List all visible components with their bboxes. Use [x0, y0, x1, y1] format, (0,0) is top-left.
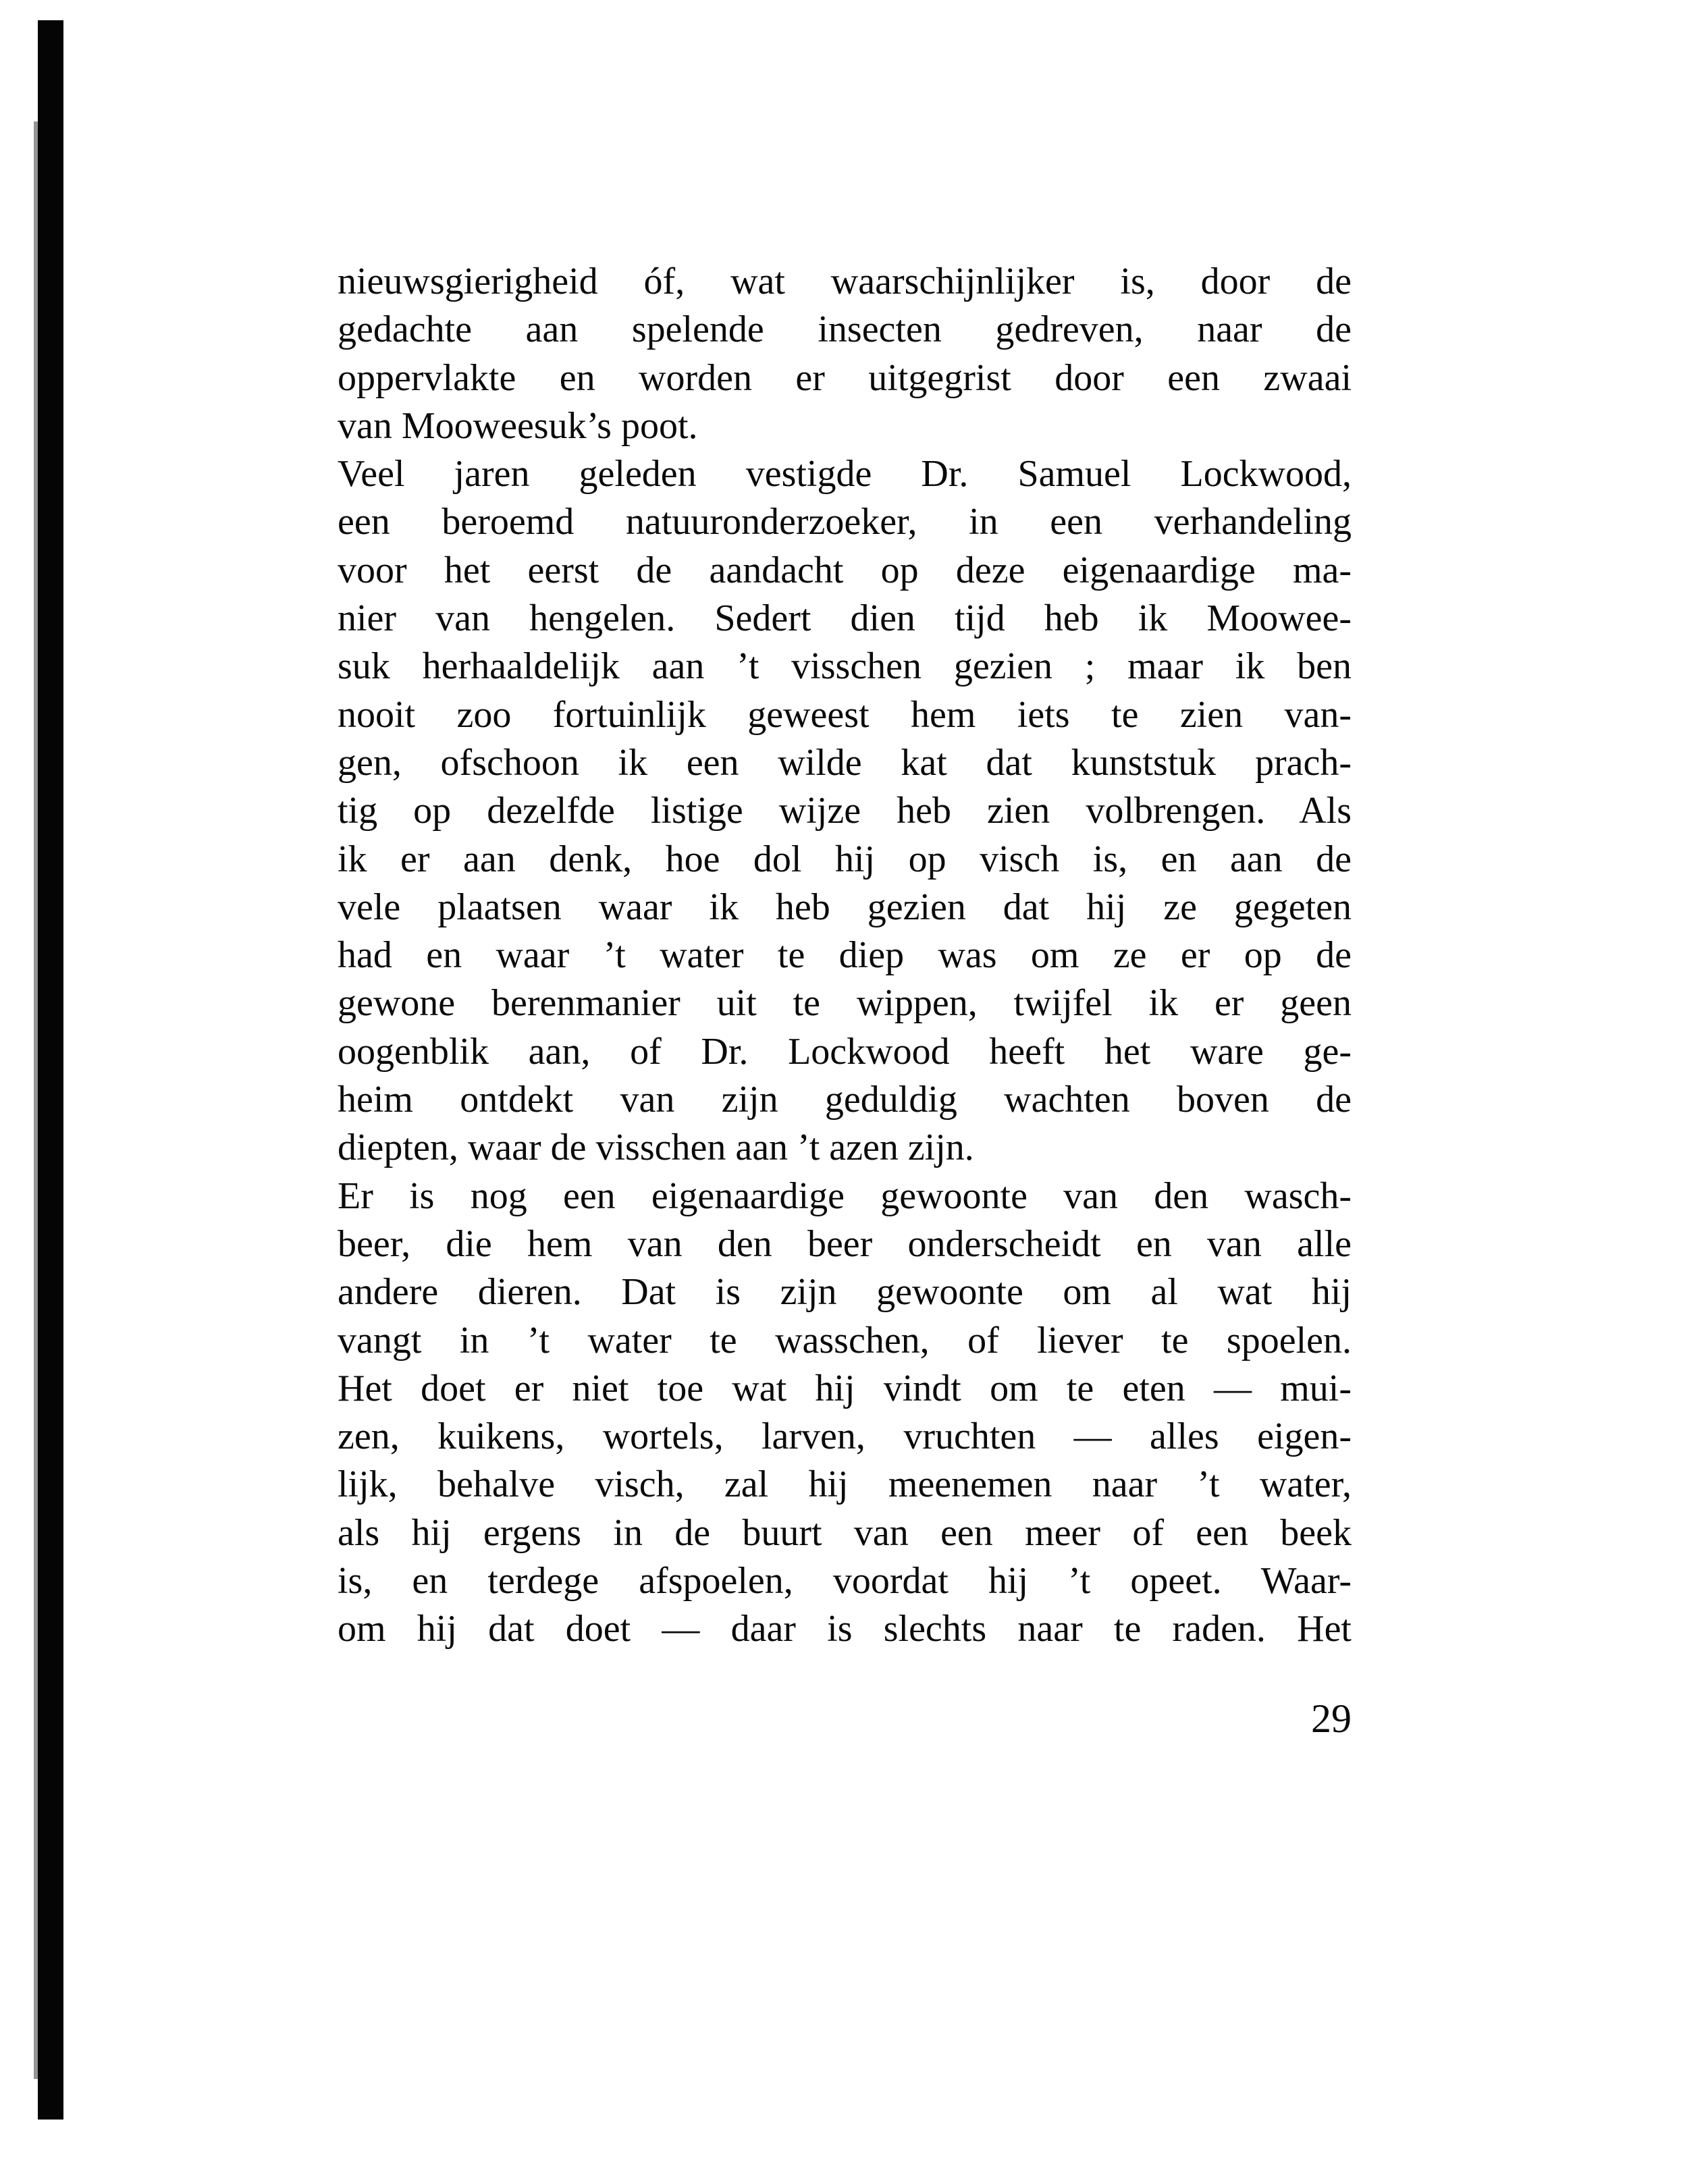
text-line: om hij dat doet — daar is slechts naar te raden. Het	[338, 1608, 1352, 1650]
text-line: gedachte aan spelende insecten gedreven, naar de	[338, 308, 1352, 351]
text-line: lijk, behalve visch, zal hij meenemen naar ’t water,	[338, 1463, 1352, 1506]
text-line: vangt in ’t water te wasschen, of liever te spoelen.	[338, 1319, 1352, 1361]
page-number: 29	[1311, 1696, 1352, 1741]
text-line: een beroemd natuuronderzoeker, in een verhandeling	[338, 501, 1352, 543]
text-line: oogenblik aan, of Dr. Lockwood heeft het ware ge-	[338, 1030, 1352, 1073]
text-line: tig op dezelfde listige wijze heb zien volbrengen. Als	[338, 790, 1352, 832]
text-line: nier van hengelen. Sedert dien tijd heb ik Moowee-	[338, 597, 1352, 640]
text-line: als hij ergens in de buurt van een meer of een beek	[338, 1511, 1352, 1554]
text-line: ik er aan denk, hoe dol hij op visch is, en aan de	[338, 838, 1352, 880]
text-line: nieuwsgierigheid óf, wat waarschijnlijker is, door de	[338, 261, 1352, 302]
text-line: Veel jaren geleden vestigde Dr. Samuel Lockwood,	[338, 453, 1352, 495]
body-text	[338, 258, 1352, 1654]
text-line: van Mooweesuk’s poot.	[338, 404, 698, 447]
text-line: heim ontdekt van zijn geduldig wachten boven de	[338, 1079, 1352, 1121]
text-line: suk herhaaldelijk aan ’t visschen gezien ; maar ik ben	[338, 645, 1352, 688]
text-line: Het doet er niet toe wat hij vindt om te eten — mui-	[338, 1367, 1352, 1409]
text-line: oppervlakte en worden er uitgegrist door een zwaai	[338, 356, 1352, 399]
text-line: beer, die hem van den beer onderscheidt en van alle	[338, 1222, 1352, 1265]
text-line: gen, ofschoon ik een wilde kat dat kunststuk prach-	[338, 741, 1352, 784]
text-line: andere dieren. Dat is zijn gewoonte om al wat hij	[338, 1271, 1352, 1314]
text-line: diepten, waar de visschen aan ’t azen zijn.	[338, 1127, 974, 1169]
text-line: nooit zoo fortuinlijk geweest hem iets te zien van-	[338, 693, 1352, 736]
text-line: voor het eerst de aandacht op deze eigenaardige ma-	[338, 549, 1352, 591]
text-line: vele plaatsen waar ik heb gezien dat hij ze gegeten	[338, 886, 1352, 928]
text-line: zen, kuikens, wortels, larven, vruchten — alles eigen-	[338, 1415, 1352, 1458]
text-line: gewone berenmanier uit te wippen, twijfel ik er geen	[338, 982, 1352, 1025]
text-line: had en waar ’t water te diep was om ze er op de	[338, 934, 1352, 977]
book-binding-edge	[38, 20, 63, 2120]
text-line: Er is nog een eigenaardige gewoonte van den wasch-	[338, 1175, 1352, 1217]
text-line: is, en terdege afspoelen, voordat hij ’t opeet. Waar-	[338, 1560, 1352, 1602]
